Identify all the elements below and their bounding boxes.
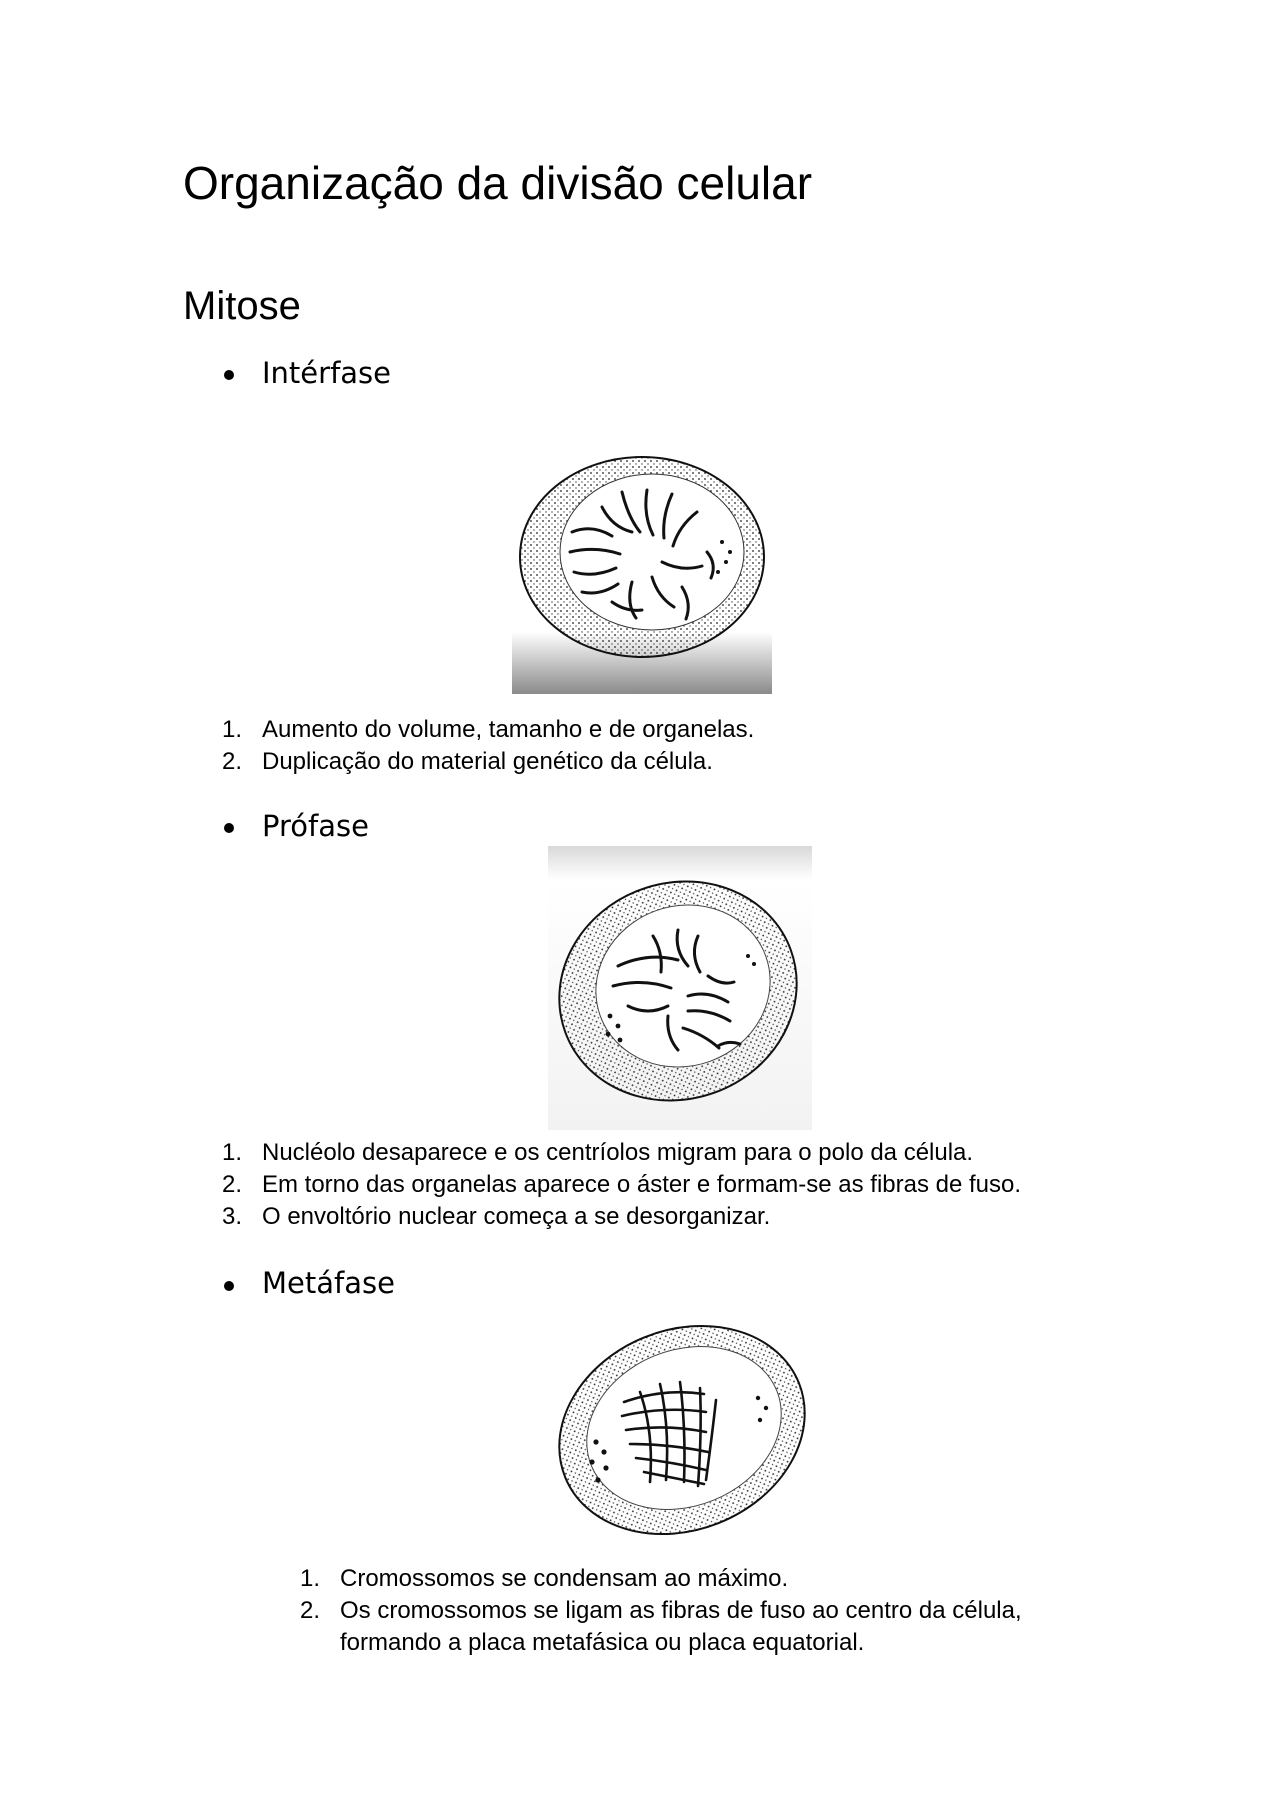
phase-heading-interfase: Intérfase: [262, 356, 391, 390]
profase-cell-illustration: [548, 846, 812, 1130]
document-page: Organização da divisão celular Mitose Intérfase 1. Aumento do volume, tamanho e de organelas. 2. Duplicação do material genético da célula. Prófase 1. Nucléolo desaparece e os centríolos migram para o polo da célula. 2. Em torno das organelas aparece o áster e formam-se as fibras de fuso. 3. O envoltório nuclear começa a se desorganizar. Metáfase 1. Cromossomos se condensam ao máximo. 2. Os cromossomos se ligam as fibras de fuso ao centro da célula, formando a placa metafásica ou placa equatorial.: [183, 157, 1022, 1656]
bullet-icon: [224, 823, 234, 833]
phase-heading-metafase: Metáfase: [262, 1266, 395, 1300]
bullet-icon: [224, 370, 234, 380]
page-title: Organização da divisão celular: [183, 157, 813, 209]
bullet-icon: [224, 1281, 234, 1291]
metafase-cell-illustration: [544, 1312, 824, 1542]
phase-heading-profase: Prófase: [262, 809, 369, 843]
interfase-cell-illustration: [512, 412, 772, 694]
section-heading: Mitose: [183, 284, 301, 328]
